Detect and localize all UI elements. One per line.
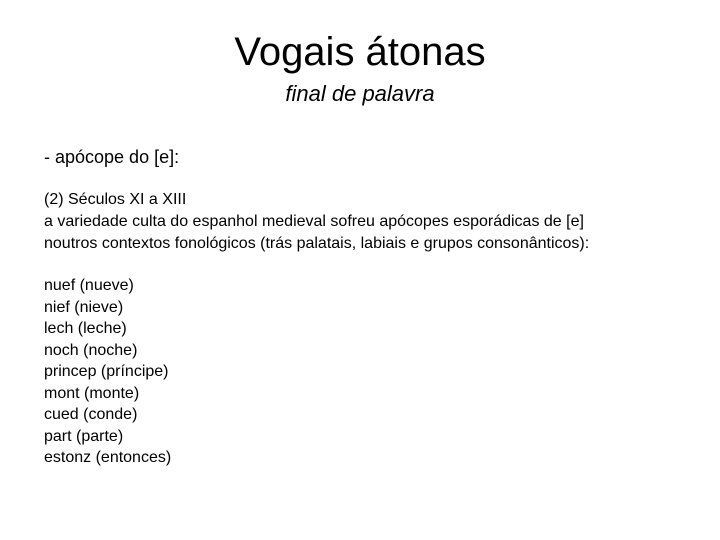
example-item: noch (noche)	[44, 341, 138, 359]
section-heading: - apócope do [e]:	[44, 147, 180, 167]
example-item: nief (nieve)	[44, 298, 124, 316]
paragraph-line-2: a variedade culta do espanhol medieval sofreu apócopes esporádicas de [e]	[44, 213, 584, 230]
example-item: nuef (nueve)	[44, 277, 134, 294]
example-item: lech (leche)	[44, 320, 127, 337]
description-paragraph	[44, 189, 704, 255]
paragraph-line-1: (2) Séculos XI a XIII	[44, 191, 187, 208]
example-item: estonz (entonces)	[44, 449, 172, 466]
example-item: mont (monte)	[44, 384, 140, 402]
examples-list	[44, 275, 171, 469]
slide-subtitle: final de palavra	[285, 81, 435, 106]
slide-title: Vogais átonas	[234, 30, 486, 74]
example-item: cued (conde)	[44, 406, 138, 423]
example-item: part (parte)	[44, 427, 124, 445]
paragraph-line-3: noutros contextos fonológicos (trás palatais, labiais e grupos consonânticos):	[44, 235, 590, 252]
example-item: princep (príncipe)	[44, 363, 169, 380]
